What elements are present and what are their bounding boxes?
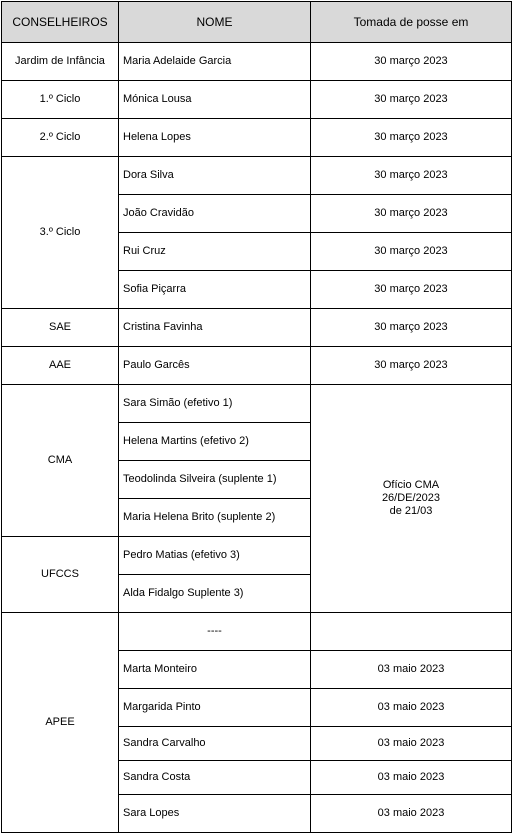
member-name: Teodolinda Silveira (suplente 1) — [119, 461, 311, 499]
posse-date: 30 março 2023 — [311, 119, 512, 157]
group-jardim-de-infancia: Jardim de Infância — [2, 43, 119, 81]
table-row — [2, 81, 512, 119]
posse-date: 30 março 2023 — [311, 157, 512, 195]
posse-date: 30 março 2023 — [311, 271, 512, 309]
member-name: Helena Lopes — [119, 119, 311, 157]
member-name: Sandra Costa — [119, 761, 311, 795]
posse-date: 03 maio 2023 — [311, 651, 512, 689]
posse-date: 30 março 2023 — [311, 81, 512, 119]
posse-date: 03 maio 2023 — [311, 727, 512, 761]
member-name: Sofia Piçarra — [119, 271, 311, 309]
member-name: João Cravidão — [119, 195, 311, 233]
table-row — [2, 385, 512, 423]
group-apee: APEE — [2, 613, 119, 833]
table-row — [2, 309, 512, 347]
table-row — [2, 347, 512, 385]
member-name: Paulo Garcês — [119, 347, 311, 385]
group-cma: CMA — [2, 385, 119, 537]
group-ufccs: UFCCS — [2, 537, 119, 613]
group-2-ciclo: 2.º Ciclo — [2, 119, 119, 157]
group-sae: SAE — [2, 309, 119, 347]
group-aae: AAE — [2, 347, 119, 385]
posse-date: 30 março 2023 — [311, 195, 512, 233]
member-name: Sara Lopes — [119, 795, 311, 833]
member-name: Maria Adelaide Garcia — [119, 43, 311, 81]
member-name: Rui Cruz — [119, 233, 311, 271]
posse-date — [311, 613, 512, 651]
posse-date: 30 março 2023 — [311, 347, 512, 385]
table-row — [2, 613, 512, 651]
conselheiros-table — [1, 1, 512, 833]
member-name: Maria Helena Brito (suplente 2) — [119, 499, 311, 537]
header-tomada-de-posse: Tomada de posse em — [311, 2, 512, 43]
member-name: Helena Martins (efetivo 2) — [119, 423, 311, 461]
posse-date: 03 maio 2023 — [311, 761, 512, 795]
posse-date: 30 março 2023 — [311, 233, 512, 271]
table-row — [2, 43, 512, 81]
member-name-placeholder: ---- — [119, 613, 311, 651]
header-conselheiros: CONSELHEIROS — [2, 2, 119, 43]
header-nome: NOME — [119, 2, 311, 43]
member-name: Mónica Lousa — [119, 81, 311, 119]
member-name: Marta Monteiro — [119, 651, 311, 689]
member-name: Alda Fidalgo Suplente 3) — [119, 575, 311, 613]
posse-date: 30 março 2023 — [311, 309, 512, 347]
cma-ufccs-posse-note: Ofício CMA 26/DE/2023 de 21/03 — [311, 385, 512, 613]
member-name: Cristina Favinha — [119, 309, 311, 347]
posse-date: 03 maio 2023 — [311, 795, 512, 833]
table-row — [2, 119, 512, 157]
group-1-ciclo: 1.º Ciclo — [2, 81, 119, 119]
header-row — [2, 2, 512, 43]
table-row — [2, 157, 512, 195]
posse-date: 30 março 2023 — [311, 43, 512, 81]
member-name: Sandra Carvalho — [119, 727, 311, 761]
member-name: Sara Simão (efetivo 1) — [119, 385, 311, 423]
member-name: Dora Silva — [119, 157, 311, 195]
member-name: Margarida Pinto — [119, 689, 311, 727]
posse-date: 03 maio 2023 — [311, 689, 512, 727]
group-3-ciclo: 3.º Ciclo — [2, 157, 119, 309]
member-name: Pedro Matias (efetivo 3) — [119, 537, 311, 575]
